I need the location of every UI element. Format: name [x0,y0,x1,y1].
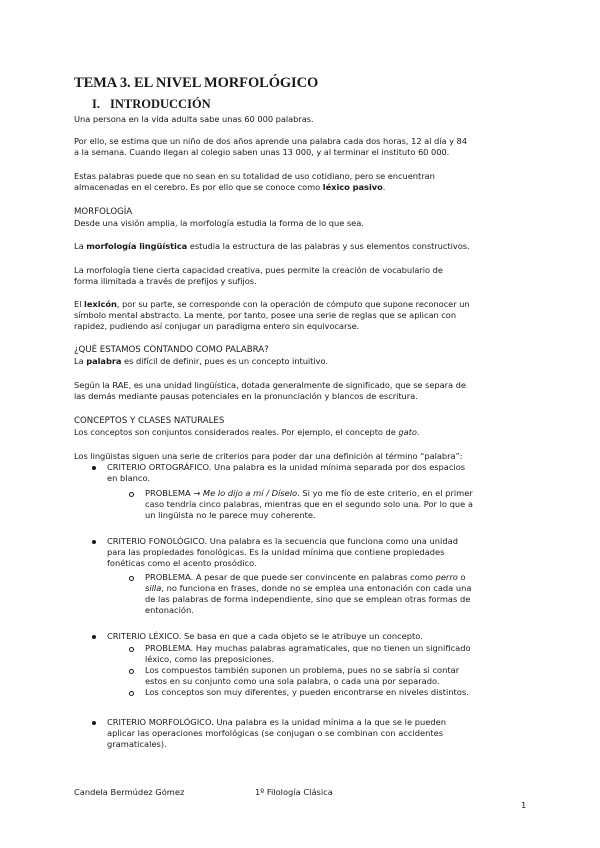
paragraph-line: a la semana. Cuando llegan al colegio saben unas 13 000, y al terminar el instituto 60 000. [74,147,450,157]
criterion-name: CRITERIO ORTOGRÁFICO [107,462,209,472]
bold-term: léxico pasivo [322,182,383,192]
sub-bullet-icon [129,691,134,696]
sub-bullet-icon [129,647,134,652]
list-item-criterio-ortografico [107,462,527,473]
text: PROBLEMA. A pesar de que puede ser convincente en palabras como [145,572,436,582]
section-heading-introduccion [92,97,211,112]
bullet-icon [92,466,96,470]
criterion-name: CRITERIO LÉXICO [107,631,179,641]
paragraph-line: forma ilimitada a través de prefijos y sufijos. [74,276,257,286]
text: , no funciona en frases, donde no se emplea una entonación con cada una [161,583,472,593]
bold-term: palabra [86,356,122,366]
text: La [74,241,87,251]
text: almacenadas en el cerebro. Es por ello que se conoce como [74,182,323,192]
bullet-icon [92,721,96,725]
bullet-icon [92,540,96,544]
sub-list-line: un lingüista no le parece muy coherente. [145,510,316,520]
paragraph: Según la RAE, es una unidad lingüística, dotada generalmente de significado, que se separa de [74,380,466,390]
sub-list-line: léxico, como las preposiciones. [145,654,275,664]
sub-bullet-icon [129,669,134,674]
sub-list-item [145,488,527,499]
sub-list-line [145,583,527,594]
subheading-conceptos: CONCEPTOS Y CLASES NATURALES [74,416,225,426]
sub-list-item: Los conceptos son muy diferentes, y pueden encontrarse en niveles distintos. [145,687,469,697]
subheading-morfologia: MORFOLOGÍA [74,207,133,217]
text: o [457,572,466,582]
sub-bullet-icon [129,492,134,497]
text: , por su parte, se corresponde con la operación de cómputo que supone reconocer un [116,299,470,309]
paragraph: Estas palabras puede que no sean en su totalidad de uso cotidiano, pero se encuentran [74,171,435,181]
sub-list-item: Los compuestos también suponen un problema, pues no se sabría si contar [145,665,460,675]
paragraph [74,299,536,310]
sub-bullet-icon [129,576,134,581]
text: PROBLEMA → [145,488,203,498]
paragraph: Por ello, se estima que un niño de dos años aprende una palabra cada dos horas, 12 al día y 84 [74,136,468,146]
text: es difícil de definir, pues es un concepto intuitivo. [121,356,328,366]
list-item-line: para las propiedades fonológicas. Es la unidad mínima que contiene propiedades [107,547,445,557]
page-number: 1 [521,800,527,810]
text: . Una palabra es la unidad mínima a la que se le pueden [211,717,446,727]
sub-list-item [145,572,527,583]
italic-term: gato [398,427,417,437]
text: La [74,356,87,366]
text: estudia la estructura de las palabras y sus elementos constructivos. [187,241,470,251]
section-number: I. [92,97,100,111]
criterion-name: CRITERIO FONOLÓGICO [107,536,205,546]
paragraph: Los lingüistas siguen una serie de criterios para poder dar una definición al término “palabra”: [74,451,463,461]
paragraph-line: las demás mediante pausas potenciales en la pronunciación y blancos de escritura. [74,391,418,401]
footer-course: 1º Filología Clásica [255,787,333,797]
list-item-criterio-lexico [107,631,527,642]
sub-list-line: estos en su conjunto como una sola palabra, o cada una por separado. [145,676,440,686]
paragraph-line: símbolo mental abstracto. La mente, por tanto, posee una serie de reglas que se aplican con [74,310,457,320]
paragraph [74,356,536,367]
list-item-line: gramaticales). [107,739,167,749]
text: . Una palabra es la unidad mínima separada por dos espacios [208,462,466,472]
italic-term: silla [145,583,162,593]
list-item-criterio-morfologico [107,717,527,728]
paragraph [74,241,536,252]
text: Los conceptos son conjuntos considerados reales. Por ejemplo, el concepto de [74,427,399,437]
bold-term: lexicón [84,299,117,309]
sub-list-line: entonación. [145,605,194,615]
document-title: TEMA 3. EL NIVEL MORFOLÓGICO [74,75,319,91]
paragraph: Una persona en la vida adulta sabe unas 60 000 palabras. [74,114,314,124]
bold-term: morfología lingüística [86,241,188,251]
text: . Una palabra es la secuencia que funciona como una unidad [204,536,458,546]
sub-list-line: caso tendría cinco palabras, mientras que en el segundo solo una. Por lo que a [145,499,473,509]
text: El [74,299,85,309]
subheading-palabra: ¿QUÉ ESTAMOS CONTANDO COMO PALABRA? [74,345,269,355]
list-item-line: aplicar las operaciones morfológicas (se conjugan o se combinan con accidentes [107,728,444,738]
text: . [416,427,420,437]
sub-list-item: PROBLEMA. Hay muchas palabras agramaticales, que no tienen un significado [145,643,471,653]
italic-term: perro [435,572,458,582]
sub-list-line: de las palabras de forma independiente, sino que se emplean otras formas de [145,594,471,604]
paragraph-line: rapidez, pudiendo así conjugar un paradigma entero sin equivocarse. [74,321,360,331]
footer-author: Candela Bermúdez Gómez [74,787,185,797]
criterion-name: CRITERIO MORFOLÓGICO [107,717,212,727]
paragraph [74,427,536,438]
paragraph: Desde una visión amplia, la morfología estudia la forma de lo que sea. [74,218,364,228]
text: . Si yo me fío de este criterio, en el primer [297,488,473,498]
text: . [382,182,386,192]
section-title: INTRODUCCIÓN [110,97,211,111]
paragraph-line [74,182,536,193]
italic-term: Me lo dijo a mí / Díselo [202,488,298,498]
list-item-line: fonéticas como el acento prosódico. [107,558,257,568]
bullet-icon [92,635,96,639]
text: . Se basa en que a cada objeto se le atribuye un concepto. [178,631,423,641]
list-item-line: en blanco. [107,473,151,483]
list-item-criterio-fonologico [107,536,527,547]
paragraph: La morfología tiene cierta capacidad creativa, pues permite la creación de vocabulario de [74,265,443,275]
